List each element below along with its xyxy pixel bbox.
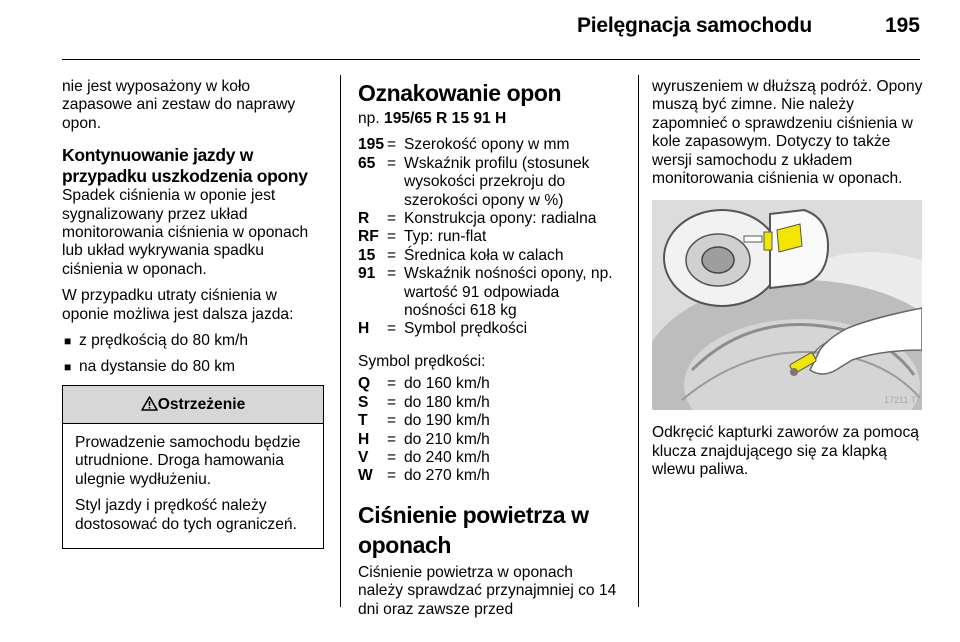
speed-symbol-intro: Symbol prędkości:: [358, 352, 486, 370]
equals-sign: =: [387, 265, 397, 283]
definition-row: [358, 320, 620, 338]
paragraph: W przypadku utraty ciśnienia w oponie możliwa jest dalsza jazda:: [62, 287, 294, 323]
header-divider: [62, 59, 920, 60]
speed-text: do 160 km/h: [404, 375, 490, 393]
paragraph: Spadek ciśnienia w oponie jest sygnalizowany przez układ monitorowania ciśnienia w oponach lub układ wykrywania spadku ciśnienia w oponach.: [62, 187, 309, 278]
speed-code: W: [358, 467, 373, 485]
speed-code: S: [358, 393, 369, 411]
definition-row: [358, 228, 620, 246]
speed-code: H: [358, 430, 370, 448]
illustration-svg: [652, 200, 922, 410]
warning-text: Styl jazdy i prędkość należy dostosować do tych ograniczeń.: [75, 497, 297, 533]
speed-code: Q: [358, 375, 371, 393]
speed-code: V: [358, 448, 369, 466]
speed-text: do 190 km/h: [404, 412, 490, 430]
warning-text: Prowadzenie samochodu będzie utrudnione. Droga hamowania ulegnie wydłużeniu.: [75, 433, 301, 488]
equals-sign: =: [387, 412, 397, 430]
definition-text: Symbol prędkości: [404, 320, 528, 338]
section-heading-flat-tire: Kontynuowanie jazdy w przypadku uszkodzenia opony: [62, 145, 308, 187]
speed-symbol-table: [358, 375, 490, 485]
warning-title: Ostrzeżenie: [157, 395, 246, 413]
definition-text: Wskaźnik nośności opony, np. wartość 91 odpowiada nośności 618 kg: [404, 265, 613, 320]
equals-sign: =: [387, 320, 397, 338]
warning-triangle-icon: [141, 396, 158, 411]
paragraph: wyruszeniem w dłuższą podróż. Opony muszą być zimne. Nie należy zapomnieć o sprawdzeniu ciśnienia w kole zapasowym. Dotyczy to także wersji samochodu z układem monitorowania ciśnienia w oponach.: [652, 78, 923, 188]
figure-id: 17211 T: [884, 395, 917, 406]
equals-sign: =: [387, 448, 397, 466]
definition-row: [358, 210, 620, 228]
list-item-text: z prędkością do 80 km/h: [79, 332, 249, 350]
speed-code: T: [358, 412, 368, 430]
column-right: [652, 78, 924, 488]
speed-row: [358, 375, 490, 393]
definition-text: Typ: run-flat: [404, 228, 487, 246]
equals-sign: =: [387, 467, 397, 485]
definition-row: [358, 136, 620, 154]
example-prefix: np.: [358, 110, 380, 127]
column-middle: [358, 78, 620, 627]
bullet-list: [62, 332, 324, 377]
speed-text: do 210 km/h: [404, 430, 490, 448]
definition-text: Wskaźnik profilu (stosunek wysokości przekroju do szerokości opony w %): [404, 154, 590, 209]
tire-code-example: [358, 110, 620, 128]
equals-sign: =: [387, 375, 397, 393]
equals-sign: =: [387, 210, 397, 228]
equals-sign: =: [387, 228, 397, 246]
paragraph: Ciśnienie powietrza w oponach należy sprawdzać przynajmniej co 14 dni oraz zawsze przed: [358, 563, 617, 618]
definition-row: [358, 247, 620, 265]
warning-header: [63, 386, 323, 424]
equals-sign: =: [387, 430, 397, 448]
speed-text: do 240 km/h: [404, 448, 490, 466]
speed-row: [358, 467, 490, 485]
speed-text: do 270 km/h: [404, 467, 490, 485]
definition-text: Szerokość opony w mm: [404, 136, 570, 154]
page-number: 195: [884, 14, 920, 37]
list-item-text: na dystansie do 80 km: [79, 358, 236, 376]
definition-code: H: [358, 320, 370, 338]
speed-row: [358, 431, 490, 449]
definition-code: 15: [358, 246, 376, 264]
column-divider: [340, 75, 341, 607]
definition-text: Konstrukcja opony: radialna: [404, 210, 597, 228]
figure-caption: Odkręcić kapturki zaworów za pomocą klucza znajdującego się za klapką wlewu paliwa.: [652, 424, 919, 479]
speed-row: [358, 412, 490, 430]
tire-code-definitions: [358, 136, 620, 338]
list-item: [62, 358, 324, 376]
definition-code: 195: [358, 136, 385, 154]
section-heading-tire-marking: Oznakowanie opon: [358, 80, 562, 106]
warning-box: [62, 385, 324, 549]
column-divider: [638, 75, 639, 607]
bullet-square-icon: ■: [64, 360, 72, 375]
speed-text: do 180 km/h: [404, 393, 490, 411]
equals-sign: =: [387, 154, 397, 172]
speed-row: [358, 394, 490, 412]
definition-row: [358, 265, 620, 320]
example-code: 195/65 R 15 91 H: [384, 110, 507, 127]
definition-code: 91: [358, 265, 376, 283]
definition-code: R: [358, 210, 370, 228]
definition-code: RF: [358, 228, 379, 246]
intro-text: nie jest wyposażony w koło zapasowe ani zestaw do naprawy opon.: [62, 78, 296, 132]
section-heading-tire-pressure: Ciśnienie powietrza w oponach: [358, 501, 589, 558]
warning-body: [63, 424, 323, 548]
equals-sign: =: [387, 393, 397, 411]
speed-row: [358, 449, 490, 467]
equals-sign: =: [387, 136, 397, 154]
page-header-title: Pielęgnacja samochodu: [576, 14, 812, 37]
list-item: [62, 332, 324, 350]
fuel-flap-wrench-illustration: [652, 200, 922, 410]
definition-code: 65: [358, 154, 376, 172]
definition-text: Średnica koła w calach: [404, 246, 564, 264]
column-left: [62, 78, 324, 549]
definition-row: [358, 155, 620, 210]
equals-sign: =: [387, 246, 397, 264]
bullet-square-icon: ■: [64, 334, 72, 349]
